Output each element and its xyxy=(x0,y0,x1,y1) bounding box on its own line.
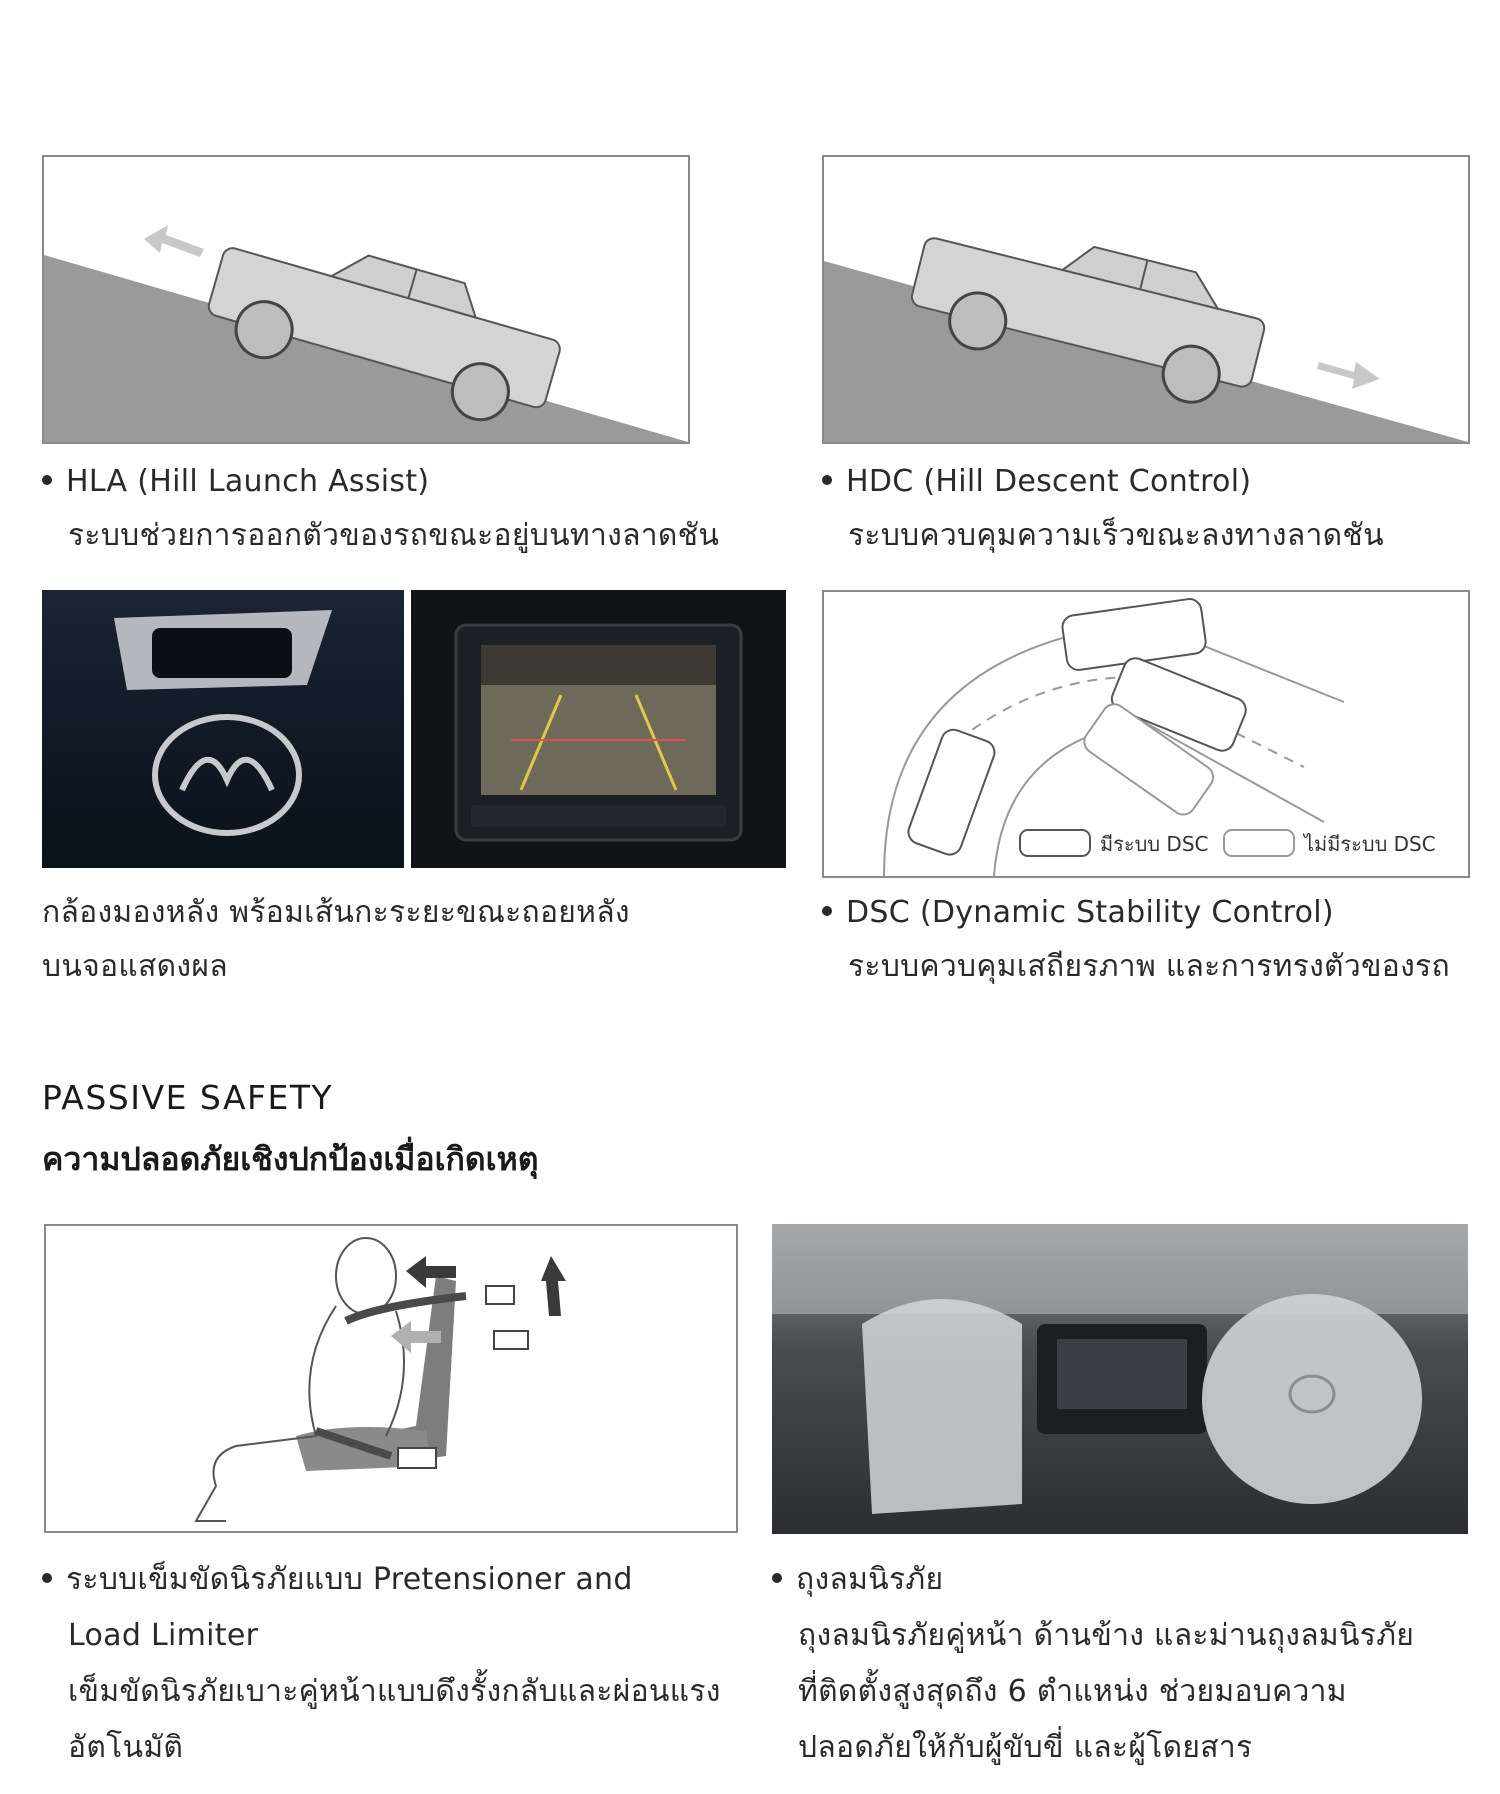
hla-caption xyxy=(42,455,719,563)
airbag-photo xyxy=(772,1224,1468,1534)
driver-airbag-icon xyxy=(1202,1294,1422,1504)
bullet-icon xyxy=(822,475,832,485)
hdc-illustration xyxy=(822,155,1470,444)
dsc-description: ระบบควบคุมเสถียรภาพ และการทรงตัวของรถ xyxy=(848,949,1450,984)
hdc-title: HDC (Hill Descent Control) xyxy=(846,464,1252,499)
legend-without-dsc-icon xyxy=(1224,830,1294,856)
seat-icon xyxy=(296,1276,456,1471)
dsc-title: DSC (Dynamic Stability Control) xyxy=(846,895,1334,930)
airbag-desc-line1: ถุงลมนิรภัยคู่หน้า ด้านข้าง และม่านถุงลมนิรภัย xyxy=(798,1618,1415,1653)
hla-illustration xyxy=(42,155,690,444)
seatbelt-caption xyxy=(42,1552,721,1776)
dsc-legend xyxy=(1020,830,1436,856)
passive-safety-subtitle: ความปลอดภัยเชิงปกป้องเมื่อเกิดเหตุ xyxy=(42,1140,539,1178)
hdc-description: ระบบควบคุมความเร็วขณะลงทางลาดชัน xyxy=(848,518,1384,553)
dsc-caption xyxy=(822,886,1450,994)
camera-display-photo xyxy=(411,590,786,868)
bullet-icon xyxy=(42,475,52,485)
arrow-right-icon xyxy=(1317,362,1380,389)
seatbelt-title-line1: ระบบเข็มขัดนิรภัยแบบ Pretensioner and xyxy=(66,1562,633,1597)
bullet-icon xyxy=(822,906,832,916)
seatbelt-desc-line1: เข็มขัดนิรภัยเบาะคู่หน้าแบบดึงรั้งกลับและผ่อนแรง xyxy=(68,1674,721,1709)
seatbelt-illustration xyxy=(44,1224,738,1533)
legend-with-dsc-label: มีระบบ DSC xyxy=(1100,832,1209,856)
brand-logo-icon xyxy=(155,717,299,833)
dsc-illustration xyxy=(822,590,1470,878)
hla-description: ระบบช่วยการออกตัวของรถขณะอยู่บนทางลาดชัน xyxy=(68,518,720,553)
camera-caption-line2: บนจอแสดงผล xyxy=(42,949,228,984)
tailgate-camera-photo xyxy=(42,590,404,868)
dsc-diagram xyxy=(824,592,1468,876)
seatbelt-title-line2: Load Limiter xyxy=(68,1618,259,1653)
hla-title: HLA (Hill Launch Assist) xyxy=(66,464,430,499)
seatbelt-diagram xyxy=(46,1226,736,1531)
hdc-caption xyxy=(822,455,1384,563)
car-with-dsc-icon xyxy=(905,598,1249,858)
hdc-diagram xyxy=(824,157,1468,442)
airbag-title: ถุงลมนิรภัย xyxy=(796,1562,944,1597)
tailgate-diagram xyxy=(42,590,404,868)
airbag-caption xyxy=(772,1552,1414,1776)
legend-with-dsc-icon xyxy=(1020,830,1090,856)
arrow-left-icon xyxy=(144,225,204,257)
camera-caption-line1: กล้องมองหลัง พร้อมเส้นกะระยะขณะถอยหลัง xyxy=(42,895,630,930)
passenger-airbag-icon xyxy=(862,1299,1022,1514)
bullet-icon xyxy=(42,1573,52,1583)
airbag-diagram xyxy=(772,1224,1468,1534)
airbag-desc-line2: ที่ติดตั้งสูงสุดถึง 6 ตำแหน่ง ช่วยมอบความ xyxy=(798,1674,1347,1709)
hla-diagram xyxy=(44,157,688,442)
airbag-desc-line3: ปลอดภัยให้กับผู้ขับขี่ และผู้โดยสาร xyxy=(798,1730,1253,1765)
passive-safety-title: PASSIVE SAFETY xyxy=(42,1078,334,1117)
passenger-icon xyxy=(196,1238,404,1521)
camera-display-diagram xyxy=(411,590,786,868)
bullet-icon xyxy=(772,1573,782,1583)
legend-without-dsc-label: ไม่มีระบบ DSC xyxy=(1304,832,1436,856)
seatbelt-desc-line2: อัตโนมัติ xyxy=(68,1730,184,1765)
camera-caption xyxy=(42,886,630,994)
